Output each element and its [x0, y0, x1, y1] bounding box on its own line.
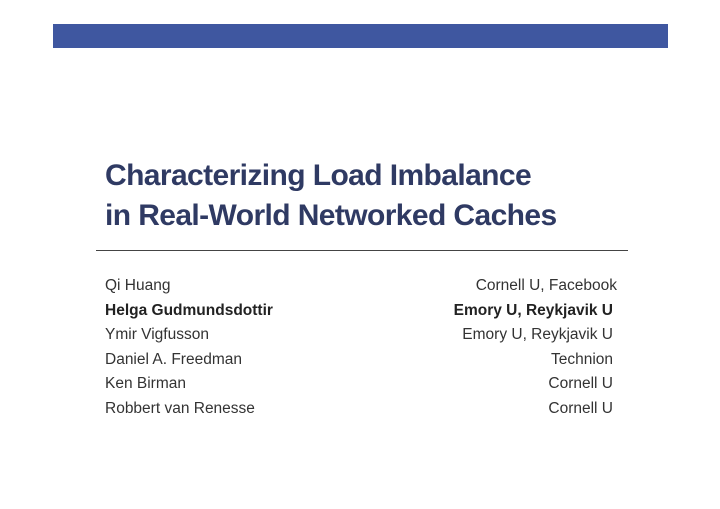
author-name: Ymir Vigfusson: [105, 326, 209, 343]
author-row: [105, 348, 617, 373]
author-affiliation: Technion: [550, 350, 613, 368]
title-line-2: in Real-World Networked Caches: [105, 199, 557, 232]
author-name: Qi Huang: [105, 277, 171, 294]
author-row: [105, 372, 617, 397]
author-name: Robbert van Renesse: [105, 399, 255, 417]
author-affiliation: Cornell U, Facebook: [475, 277, 617, 294]
author-row: [105, 323, 617, 348]
author-row: [105, 299, 617, 324]
slide-title: [105, 156, 665, 236]
author-affiliation: Cornell U: [548, 375, 613, 392]
title-divider: [96, 250, 628, 251]
author-name: Helga Gudmundsdottir: [105, 301, 273, 319]
top-accent-bar: [53, 24, 668, 48]
title-line-1: Characterizing Load Imbalance: [105, 159, 532, 192]
author-row: [105, 397, 617, 422]
author-row: [105, 274, 617, 299]
author-affiliation: Emory U, Reykjavik U: [453, 301, 613, 319]
author-name: Ken Birman: [105, 375, 186, 392]
author-list: [105, 274, 617, 421]
author-name: Daniel A. Freedman: [105, 350, 242, 368]
author-affiliation: Cornell U: [548, 399, 613, 417]
author-affiliation: Emory U, Reykjavik U: [462, 326, 613, 343]
